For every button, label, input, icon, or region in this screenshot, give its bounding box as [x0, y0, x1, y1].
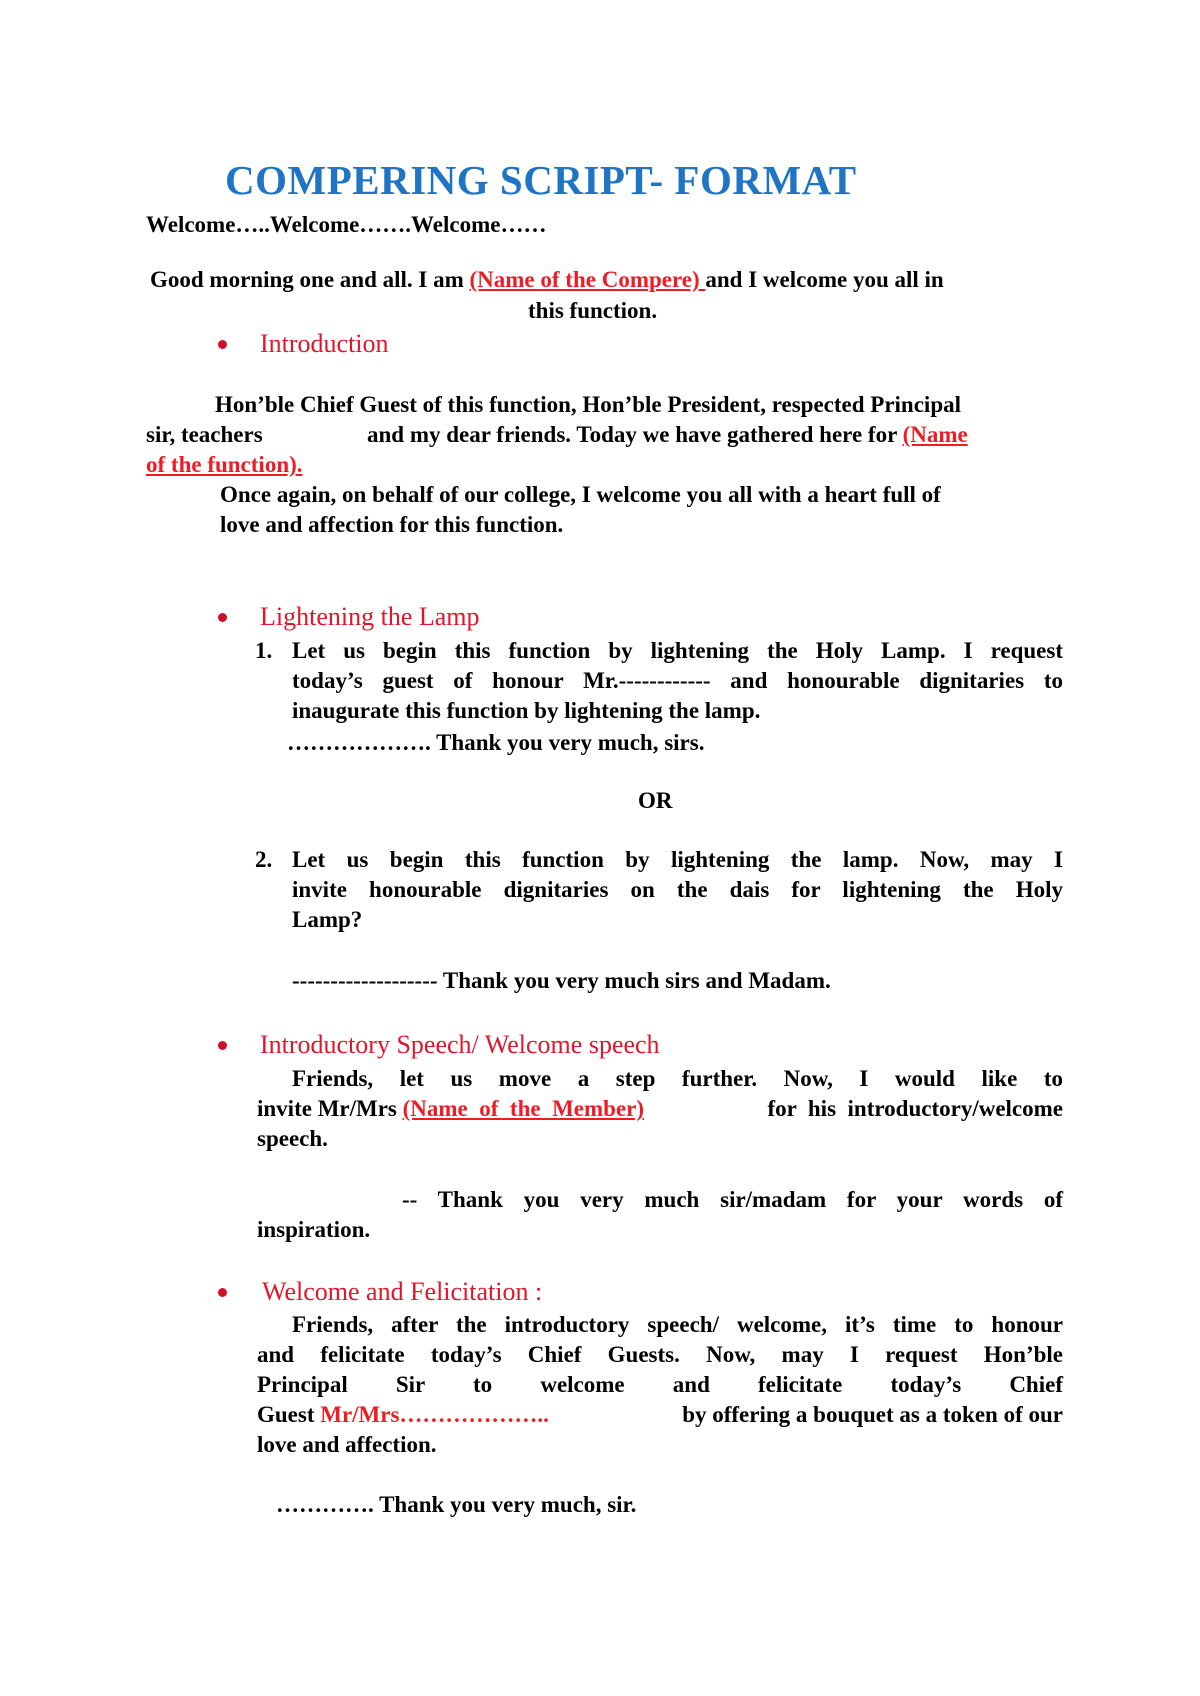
felicitation-line-3: Principal Sir to welcome and felicitate today’s Chief	[257, 1372, 1063, 1397]
list-number-2: 2.	[255, 847, 273, 872]
speech-line-2-pre	[257, 1094, 644, 1124]
introduction-p1-text: and my dear friends. Today we have gathered here for	[367, 422, 903, 447]
speech-line-3: speech.	[257, 1126, 328, 1151]
compere-name-placeholder: (Name of the Compere)	[469, 267, 706, 292]
felicitation-line-4-post: by offering a bouquet as a token of our	[676, 1402, 1063, 1427]
page-title: COMPERING SCRIPT- FORMAT	[225, 157, 857, 203]
lamp-item1-line-1: Let us begin this function by lightening the Holy Lamp. I request	[292, 638, 1063, 663]
or-separator: OR	[638, 788, 673, 813]
intro-text-pre: Good morning one and all. I am	[150, 267, 470, 292]
introduction-p1-line-2-end	[367, 420, 968, 450]
function-name-placeholder: (Name	[902, 422, 968, 447]
speech-thanks-line-1: -- Thank you very much sir/madam for your words of	[402, 1187, 1063, 1212]
welcome-line: Welcome…..Welcome…….Welcome……	[146, 212, 547, 237]
bullet-icon	[218, 340, 227, 349]
intro-line-1	[150, 265, 944, 295]
lamp-item2-line-3: Lamp?	[292, 907, 363, 932]
heading-lamp: Lightening the Lamp	[260, 602, 480, 631]
introduction-p1-line-1: Hon’ble Chief Guest of this function, Hon’ble President, respected Principal	[215, 392, 961, 417]
lamp-item2-line-1: Let us begin this function by lightening the lamp. Now, may I	[292, 847, 1063, 872]
lamp-item1-line-3: inaugurate this function by lightening the lamp.	[292, 698, 761, 723]
introduction-p2-line-1: Once again, on behalf of our college, I welcome you all with a heart full of	[220, 482, 941, 507]
heading-introduction: Introduction	[260, 329, 389, 358]
member-name-placeholder: (Name of the Member)	[402, 1096, 645, 1121]
introduction-p1-line-2-start: sir, teachers	[146, 422, 263, 447]
felicitation-thanks: …………. Thank you very much, sir.	[276, 1492, 637, 1517]
lamp-item2-thanks: ------------------- Thank you very much sirs and Madam.	[292, 968, 831, 993]
list-number-1: 1.	[255, 638, 273, 663]
heading-felicitation: Welcome and Felicitation :	[262, 1277, 543, 1306]
guest-name-placeholder: Mr/Mrs………………..	[320, 1402, 549, 1427]
speech-invite-text: invite Mr/Mrs	[257, 1096, 403, 1121]
felicitation-line-2: and felicitate today’s Chief Guests. Now, may I request Hon’ble	[257, 1342, 1063, 1367]
felicitation-line-1: Friends, after the introductory speech/ welcome, it’s time to honour	[292, 1312, 1063, 1337]
speech-line-2-post: for his introductory/welcome	[761, 1096, 1063, 1121]
bullet-icon	[218, 1041, 227, 1050]
felicitation-line-4	[257, 1400, 1063, 1430]
bullet-icon	[218, 613, 227, 622]
felicitation-line-4-pre	[257, 1400, 549, 1430]
lamp-item2-line-2: invite honourable dignitaries on the dais for lightening the Holy	[292, 877, 1063, 902]
lamp-item1-line-2: today’s guest of honour Mr.------------ and honourable dignitaries to	[292, 668, 1063, 693]
intro-text-post: and I welcome you all in	[705, 267, 944, 292]
function-name-placeholder-cont: of the function).	[146, 452, 303, 477]
speech-line-2	[257, 1094, 1063, 1124]
bullet-icon	[218, 1288, 227, 1297]
introduction-p2-line-2: love and affection for this function.	[220, 512, 564, 537]
felicitation-line-5: love and affection.	[257, 1432, 437, 1457]
guest-label: Guest	[257, 1402, 321, 1427]
speech-line-1: Friends, let us move a step further. Now, I would like to	[292, 1066, 1063, 1091]
lamp-item1-thanks: ………………. Thank you very much, sirs.	[287, 730, 705, 755]
speech-thanks-line-2: inspiration.	[257, 1217, 371, 1242]
intro-line-2: this function.	[528, 298, 658, 323]
heading-speech: Introductory Speech/ Welcome speech	[260, 1030, 660, 1059]
